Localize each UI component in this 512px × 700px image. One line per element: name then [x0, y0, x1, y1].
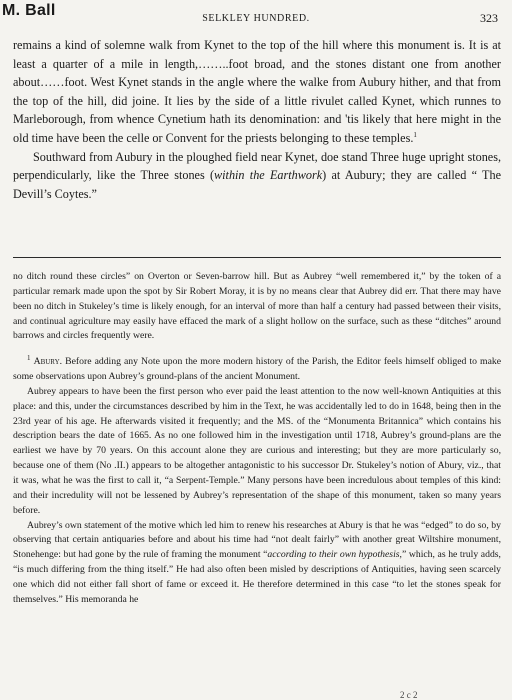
- note-paragraph-3-italic: according to their own hypothesis: [267, 549, 400, 561]
- note-paragraph-2: Aubrey appears to have been the first person who ever paid the least attention to the now well-known Antiquities at this place: and this, under the circumstances described by him in the Text, he was accidentally led to do in 1648, being then in the 23rd year of his age. He afterwards visited it frequently; and the MS. of the “Monumenta Britannica” which contains his description bears the date of 1665. As no one followed him in the investigation until 1718, Aubrey’s ground-plans are the earliest we have by 70 years. On this account alone they are curious and interesting; but they are more particularly so, because one of them (No .II.) appears to be altogether antagonistic to his successor Dr. Stukeley’s notion of Abury, viz., that it was, what he was the first to call it, “a Serpent-Temple.” Many persons have been incredulous about temples of this kind: and their incredulity will not be lessened by Aubrey’s representation of the shape of this monument, taken so many years before.: [13, 385, 501, 516]
- footnote-rule: [13, 257, 501, 258]
- signature-mark: 2 c 2: [400, 690, 418, 700]
- main-paragraph-2-b: ) at Aubury; they are called “ The Devill’s Coytes.”: [13, 168, 502, 201]
- note-1-marker: 1: [27, 353, 31, 362]
- footnotes: [13, 270, 501, 608]
- main-paragraph-2-a: Southward from Aubury in the ploughed field near Kynet, doe stand Three huge upright stones, perpendicularly, like the Three stones (: [13, 149, 501, 183]
- main-paragraph-1: [13, 36, 501, 148]
- main-paragraph-1-text: remains a kind of solemne walk from Kynet to the top of the hill where this monument is. It is at least a quarter of a mile in length,……..foot broad, and the stones distant one from another about……foot. West Kynet stands in the angle where the walke from Aubury hither, and that from the top of the hill, did joine. It lies by the side of a little rivulet called Kynet, which runnes to Marleborough, from whence Cynetium hath its denomination: and 'tis likely that here might in the old time have been the celle or Convent for the priests belonging to these temples.: [13, 38, 501, 145]
- main-paragraph-2-italic: within the Earthwork: [214, 168, 323, 183]
- note-continuation: no ditch round these circles” on Overton or Seven-barrow hill. But as Aubrey “well remembered it,” by the token of a particular remark made upon the spot by Sir Robert Moray, it is by no means clear that Aubrey did err. That there may have been no ditch in Stukeley’s time is likely enough, for an interval of more than half a century had passed between their visits, and continual agriculture may easily have effaced the mark of a slight hollow on the surface, such as these “ditches” around barrows and circles frequently were.: [13, 271, 501, 342]
- note-paragraph-3-a: Aubrey’s own statement of the motive which led him to renew his researches at Abury is that he was “edged” to do so, by observing that certain antiquaries before and about his time had “not dealt fairly” with another great Wiltshire monument, Stonehenge: but had gone by the rule of framing the monument “: [13, 519, 501, 561]
- page-number: 323: [480, 11, 498, 25]
- running-head: SELKLEY HUNDRED.: [202, 13, 310, 24]
- note-paragraph-3: [13, 519, 501, 608]
- page-header: [0, 2, 512, 28]
- note-paragraph-3-b: ,” which, as he truly adds, “is much differing from the thing itself.” He had also often been misled by descriptions of Antiquities, having seen scarcely one which did not either fall short of fame or exceed it. He therefore determined in this case “to let the stones speak for themselves.” His memoranda he: [13, 549, 501, 605]
- owner-stamp: M. Ball: [2, 2, 56, 19]
- main-paragraph-2: [13, 148, 501, 204]
- note-1: [13, 355, 501, 385]
- note-1-text: Before adding any Note upon the more modern history of the Parish, the Editor feels himself obliged to make some observations upon Aubrey’s ground-plans of the ancient Monument.: [13, 356, 502, 383]
- note-1-label: Abury.: [33, 356, 63, 368]
- footnote-ref-1: 1: [413, 130, 417, 139]
- main-text: [13, 36, 501, 203]
